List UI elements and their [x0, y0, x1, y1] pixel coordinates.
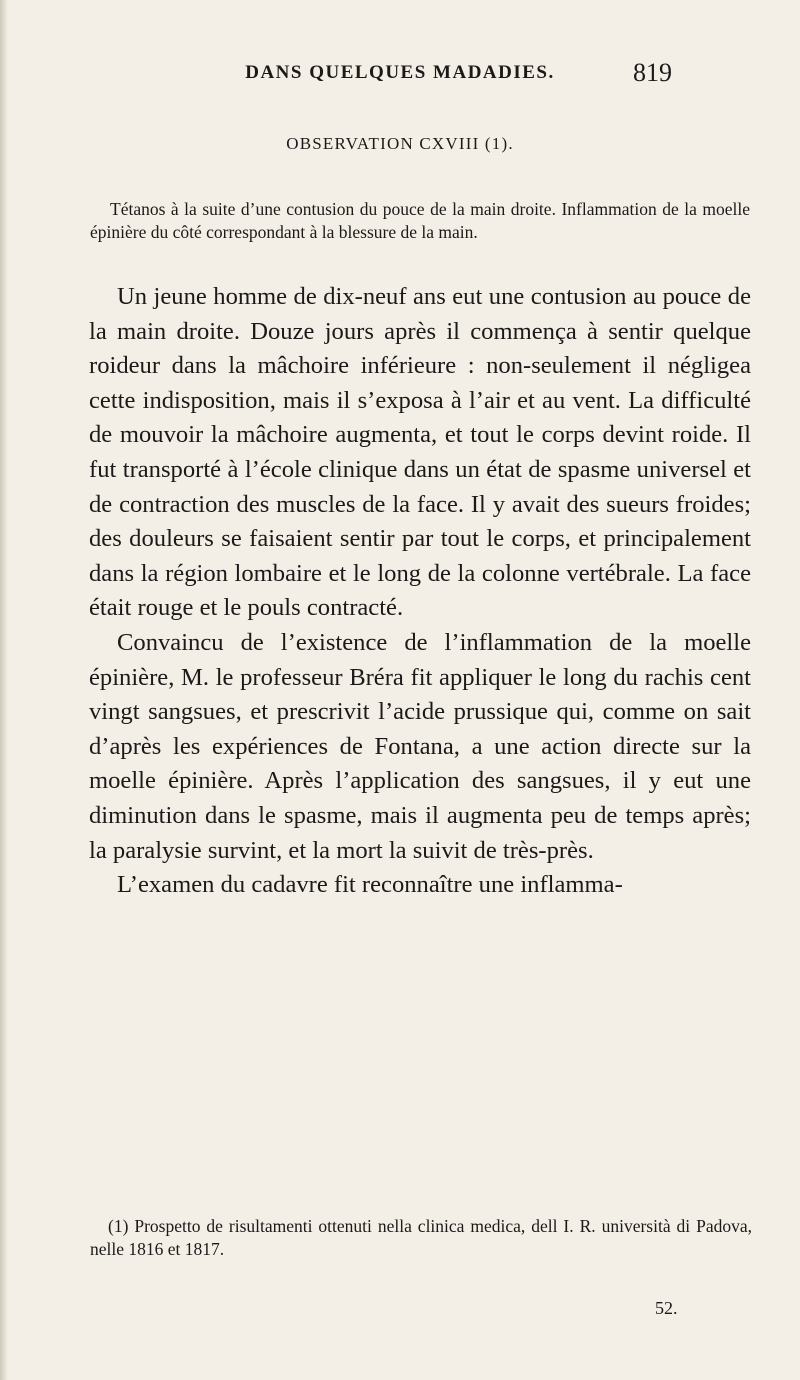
running-head: [0, 58, 800, 98]
running-title: DANS QUELQUES MADADIES.: [245, 62, 555, 83]
summary-text: Tétanos à la suite d’une contusion du pouce de la main droite. Inflammation de la moelle épinière du côté correspondant à la blessure de la main.: [90, 199, 750, 242]
paragraph: Un jeune homme de dix-neuf ans eut une contusion au pouce de la main droite. Douze jours après il commença à sentir quelque roideur dans la mâchoire inférieure : non-seulement il négligea cette indisposition, mais il s’exposa à l’air et au vent. La difficulté de mouvoir la mâchoire augmenta, et tout le corps devint roide. Il fut transporté à l’école clinique dans un état de spasme universel et de contraction des muscles de la face. Il y avait des sueurs froides; des douleurs se faisaient sentir par tout le corps, et principalement dans la région lombaire et le long de la colonne vertébrale. La face était rouge et le pouls contracté.: [89, 283, 751, 622]
page-number: 819: [633, 58, 672, 87]
signature-mark: 52.: [655, 1298, 678, 1318]
observation-summary: [90, 198, 750, 244]
paragraph: Convaincu de l’existence de l’inflammation de la moelle épinière, M. le professeur Bréra fit appliquer le long du rachis cent vingt sangsues, et prescrivit l’acide prussique qui, comme on sait d’après les expériences de Fontana, a une action directe sur la moelle épinière. Après l’application des sangsues, il y eut une diminution dans le spasme, mais il augmenta peu de temps après; la paralysie survint, et la mort la suivit de très-près.: [89, 628, 751, 864]
body-text: [89, 280, 751, 903]
footnote: [90, 1215, 752, 1261]
paragraph: L’examen du cadavre fit reconnaître une inflamma-: [117, 871, 623, 899]
page-binding-shadow: [0, 0, 8, 1380]
footnote-text: (1) Prospetto de risultamenti ottenuti nella clinica medica, dell I. R. università di Padova, nelle 1816 et 1817.: [90, 1216, 752, 1259]
observation-heading: OBSERVATION CXVIII (1).: [286, 134, 514, 153]
